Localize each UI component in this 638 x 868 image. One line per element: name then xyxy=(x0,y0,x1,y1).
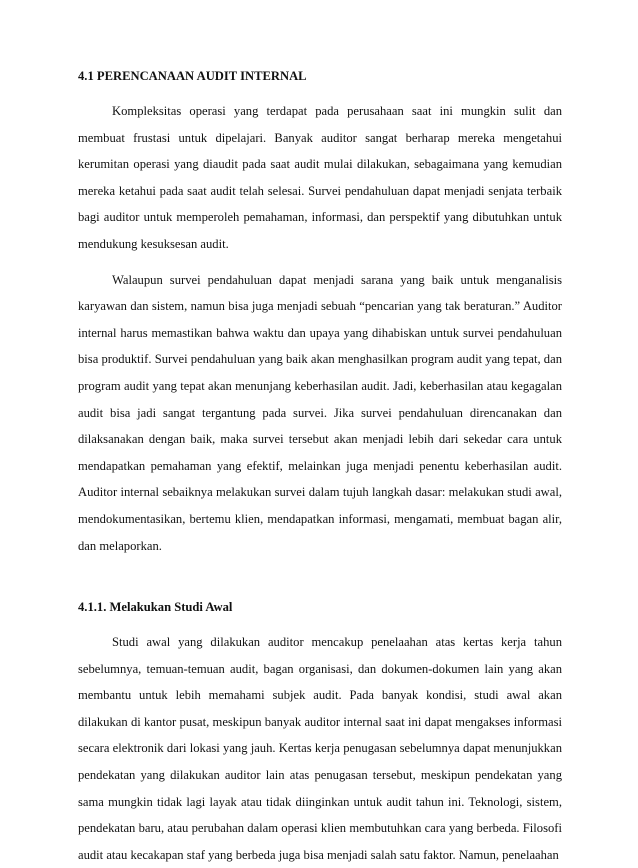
subsection-heading: 4.1.1. Melakukan Studi Awal xyxy=(78,600,233,615)
section-paragraph-1: Kompleksitas operasi yang terdapat pada perusahaan saat ini mungkin sulit dan membuat frustasi untuk dipelajari. Banyak auditor sangat berharap mereka mengetahui kerumitan operasi yang diaudit pada saat audit mulai dilakukan, sebagaimana yang kemudian mereka ketahui pada saat audit telah selesai. Survei pendahuluan dapat menjadi senjata terbaik bagi auditor untuk memperoleh pemahaman, informasi, dan perspektif yang dibutuhkan untuk mendukung kesuksesan audit. xyxy=(78,104,562,251)
section-paragraph-2: Walaupun survei pendahuluan dapat menjadi sarana yang baik untuk menganalisis karyawan dan sistem, namun bisa juga menjadi sebuah “pencarian yang tak beraturan.” Auditor internal harus memastikan bahwa waktu dan upaya yang dihabiskan untuk survei pendahuluan bisa produktif. Survei pendahuluan yang baik akan menghasilkan program audit yang tepat, dan program audit yang tepat akan menunjang keberhasilan audit. Jadi, keberhasilan atau kegagalan audit bisa jadi sangat tergantung pada survei. Jika survei pendahuluan direncanakan dan dilaksanakan dengan baik, maka survei tersebut akan menjadi lebih dari sekedar cara untuk mendapatkan pemahaman yang efektif, melainkan juga menjadi penentu keberhasilan audit. Auditor internal sebaiknya melakukan survei dalam tujuh langkah dasar: melakukan studi awal, mendokumentasikan, bertemu klien, mendapatkan informasi, mengamati, membuat bagan alir, dan melaporkan. xyxy=(78,272,562,553)
section-heading: 4.1 PERENCANAAN AUDIT INTERNAL xyxy=(78,69,307,83)
subsection-paragraph-1: Studi awal yang dilakukan auditor mencakup penelaahan atas kertas kerja tahun sebelumnya, temuan-temuan audit, bagan organisasi, dan dokumen-dokumen lain yang akan membantu untuk lebih memahami subjek audit. Pada banyak kondisi, studi awal akan dilakukan di kantor pusat, meskipun banyak auditor internal saat ini dapat mengakses informasi secara elektronik dari lokasi yang jauh. Kertas kerja penugasan sebelumnya dapat menunjukkan pendekatan yang dilakukan auditor lain atas penugasan tersebut, meskipun pendekatan yang sama mungkin tidak lagi layak atau tidak diinginkan untuk audit tahun ini. Teknologi, sistem, pendekatan baru, atau perubahan dalam operasi klien membutuhkan cara yang berbeda. Filosofi audit atau kecakapan staf yang berbeda juga bisa menjadi salah satu faktor. Namun, penelaahan xyxy=(78,635,562,862)
page-content xyxy=(78,68,562,868)
